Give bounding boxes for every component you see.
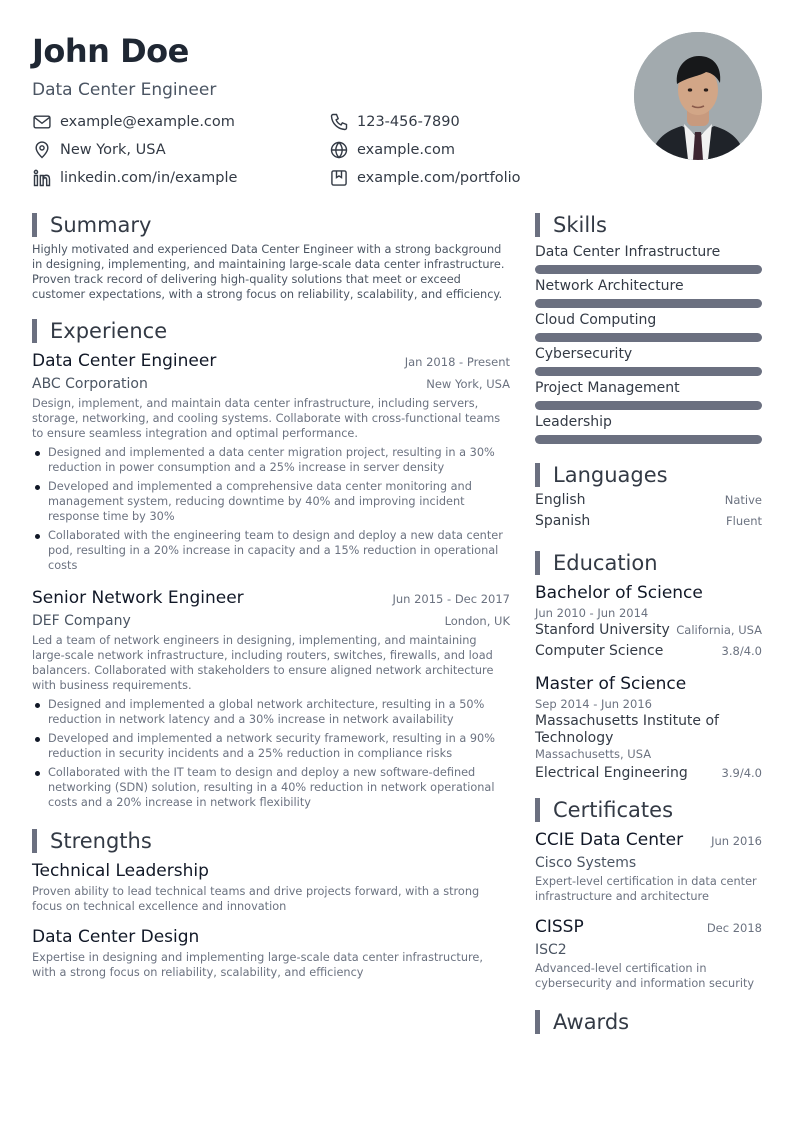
contact-linkedin-text: linkedin.com/in/example [60, 170, 238, 186]
education-title: Education [553, 551, 658, 575]
contact-portfolio[interactable] [329, 168, 521, 188]
certificate-date: Dec 2018 [706, 921, 762, 935]
education-item [535, 582, 762, 659]
languages-list [535, 492, 762, 534]
education-field: Computer Science [535, 643, 664, 659]
contact-linkedin[interactable] [32, 168, 237, 188]
section-accent-bar [32, 213, 37, 237]
skill-level-bar [535, 367, 762, 376]
job-title: Senior Network Engineer [32, 588, 244, 608]
section-accent-bar [535, 551, 540, 575]
strength-title: Data Center Design [32, 927, 200, 947]
strength-description: Expertise in designing and implementing large-scale data center infrastructure, with a strong focus on reliability, scalability, and efficiency [32, 951, 483, 979]
job-entry [32, 587, 510, 810]
summary-heading [32, 212, 510, 238]
job-date: Jun 2015 - Dec 2017 [392, 592, 510, 606]
awards-title: Awards [553, 1010, 630, 1034]
skill-name: Data Center Infrastructure [535, 244, 721, 260]
education-field: Electrical Engineering [535, 765, 688, 781]
summary-text: Highly motivated and experienced Data Center Engineer with a strong background in designing, implementing, and maintaining large-scale data center infrastructure. Proven track record of delivering high-quality solutions that meet or exceed customer expectations, with a strong focus on reliability, scalability, and efficiency. [32, 243, 505, 301]
summary-title: Summary [50, 213, 152, 237]
strength-title: Technical Leadership [32, 861, 209, 881]
location-pin-icon [32, 140, 52, 160]
skill-level-bar [535, 265, 762, 274]
skills-list [535, 242, 762, 444]
linkedin-icon [32, 168, 52, 188]
section-accent-bar [535, 1010, 540, 1034]
certificate-issuer: ISC2 [535, 942, 567, 958]
achievement-item: Designed and implemented a data center migration project, resulting in a 30% reduction in power consumption and a 25% increase in server density [32, 445, 510, 475]
skill-name: Leadership [535, 414, 612, 430]
languages-title: Languages [553, 463, 668, 487]
language-item [535, 492, 762, 513]
education-school: Stanford University [535, 622, 670, 638]
strengths-heading [32, 828, 510, 854]
portfolio-icon [329, 168, 349, 188]
job-entry [32, 350, 510, 573]
contact-location [32, 140, 166, 160]
skill-item [535, 276, 762, 308]
candidate-title: Data Center Engineer [32, 80, 217, 100]
skill-item [535, 412, 762, 444]
education-date: Jun 2010 - Jun 2014 [535, 606, 649, 620]
section-accent-bar [535, 798, 540, 822]
skill-level-bar [535, 401, 762, 410]
job-location: London, UK [444, 614, 510, 628]
skill-level-bar [535, 333, 762, 342]
contact-list [32, 110, 592, 200]
education-gpa: 3.8/4.0 [721, 644, 762, 658]
achievement-item: Collaborated with the engineering team to design and deploy a new data center pod, resulting in a 20% increase in capacity and a 15% reduction in operational costs [32, 528, 510, 573]
job-location: New York, USA [426, 377, 510, 391]
skills-title: Skills [553, 213, 607, 237]
side-column [535, 212, 762, 1039]
contact-location-text: New York, USA [60, 142, 166, 158]
job-title: Data Center Engineer [32, 351, 217, 371]
education-item [535, 673, 762, 781]
certificate-item [535, 916, 762, 991]
certificate-description: Expert-level certification in data center infrastructure and architecture [535, 875, 757, 903]
skill-item [535, 344, 762, 376]
job-company: ABC Corporation [32, 376, 148, 392]
skill-level-bar [535, 435, 762, 444]
strength-description: Proven ability to lead technical teams and drive projects forward, with a strong focus on technical excellence and innovation [32, 885, 480, 913]
skill-name: Cloud Computing [535, 312, 657, 328]
certificates-title: Certificates [553, 798, 674, 822]
job-company: DEF Company [32, 613, 131, 629]
certificate-title: CCIE Data Center [535, 830, 684, 850]
mail-icon [32, 112, 52, 132]
language-level: Fluent [726, 514, 762, 528]
section-accent-bar [32, 829, 37, 853]
language-item [535, 513, 762, 534]
skill-level-bar [535, 299, 762, 308]
education-degree: Bachelor of Science [535, 583, 703, 603]
resume-header [32, 30, 592, 200]
language-level: Native [724, 493, 762, 507]
achievement-item: Designed and implemented a global network architecture, resulting in a 50% reduction in network latency and a 30% increase in network availability [32, 697, 510, 727]
awards-heading [535, 1009, 762, 1035]
job-achievements [32, 445, 510, 573]
education-degree: Master of Science [535, 674, 687, 694]
skill-name: Network Architecture [535, 278, 684, 294]
language-name: English [535, 492, 586, 508]
job-description: Design, implement, and maintain data center infrastructure, including servers, storage, networking, and cooling systems. Collaborate with cross-functional teams to ensure seamless integration and optimal performance. [32, 397, 501, 440]
contact-phone[interactable] [329, 112, 460, 132]
certificates-heading [535, 797, 762, 823]
skill-item [535, 242, 762, 274]
strength-item [32, 926, 510, 980]
education-location: Massachusetts, USA [535, 747, 652, 761]
section-accent-bar [535, 463, 540, 487]
languages-heading [535, 462, 762, 488]
main-column [32, 212, 510, 980]
certificate-title: CISSP [535, 917, 584, 937]
achievement-item: Collaborated with the IT team to design and deploy a new software-defined networking (SDN) solution, resulting in a 40% reduction in network operational costs and a 20% increase in network flexibility [32, 765, 510, 810]
contact-email-text: example@example.com [60, 114, 235, 130]
certificate-description: Advanced-level certification in cybersecurity and information security [535, 962, 755, 990]
education-date: Sep 2014 - Jun 2016 [535, 697, 652, 711]
skill-item [535, 310, 762, 342]
section-accent-bar [32, 319, 37, 343]
skill-item [535, 378, 762, 410]
education-school: Massachusetts Institute of Technology [535, 713, 719, 746]
job-achievements [32, 697, 510, 810]
contact-website[interactable] [329, 140, 455, 160]
contact-email[interactable] [32, 112, 235, 132]
skills-heading [535, 212, 762, 238]
education-location: California, USA [676, 623, 762, 637]
certificate-date: Jun 2016 [711, 834, 762, 848]
profile-photo [634, 32, 762, 160]
globe-icon [329, 140, 349, 160]
certificate-item [535, 829, 762, 904]
experience-title: Experience [50, 319, 168, 343]
strengths-title: Strengths [50, 829, 152, 853]
contact-website-text: example.com [357, 142, 455, 158]
education-gpa: 3.9/4.0 [721, 766, 762, 780]
skill-name: Project Management [535, 380, 680, 396]
certificate-issuer: Cisco Systems [535, 855, 637, 871]
job-description: Led a team of network engineers in designing, implementing, and maintaining large-scale network infrastructure, including routers, switches, firewalls, and load balancers. Collaborated with stakeholders to ensure aligned network architecture with business requirements. [32, 634, 494, 692]
strength-item [32, 860, 510, 914]
avatar [634, 32, 762, 160]
phone-icon [329, 112, 349, 132]
achievement-item: Developed and implemented a comprehensive data center monitoring and management system, reducing downtime by 40% and improving incident response time by 30% [32, 479, 510, 524]
contact-portfolio-text: example.com/portfolio [357, 170, 521, 186]
job-date: Jan 2018 - Present [404, 355, 510, 369]
education-heading [535, 550, 762, 576]
language-name: Spanish [535, 513, 591, 529]
experience-heading [32, 318, 510, 344]
achievement-item: Developed and implemented a network security framework, resulting in a 90% reduction in security incidents and a 25% reduction in compliance risks [32, 731, 510, 761]
contact-phone-text: 123-456-7890 [357, 114, 460, 130]
skill-name: Cybersecurity [535, 346, 633, 362]
candidate-name: John Doe [32, 32, 189, 70]
section-accent-bar [535, 213, 540, 237]
